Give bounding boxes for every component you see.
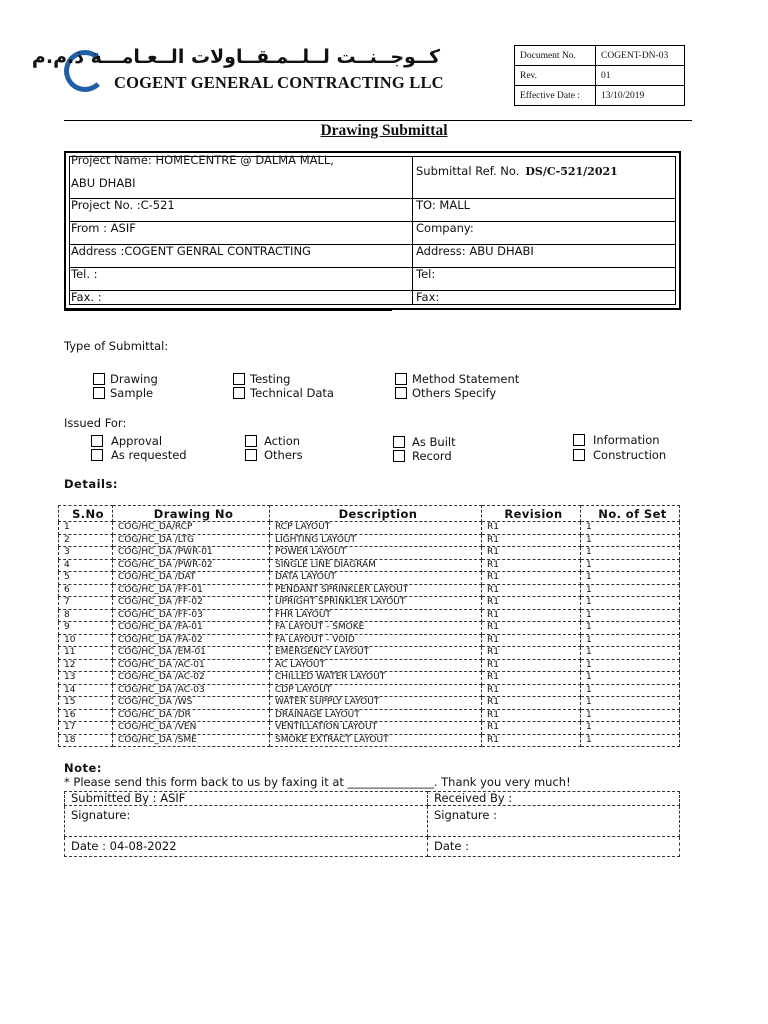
table-cell: FA LAYOUT - VOID <box>270 634 482 647</box>
checkbox-as-built[interactable] <box>393 435 456 449</box>
signoff-row <box>65 837 680 857</box>
table-cell: 17 <box>59 722 113 735</box>
type-of-submittal-label: Type of Submittal: <box>64 339 169 353</box>
project-row-line <box>70 221 675 222</box>
project-row-line <box>70 267 675 268</box>
table-row <box>59 622 680 635</box>
table-cell: SMOKE EXTRACT LAYOUT <box>270 734 482 747</box>
checkbox-action[interactable] <box>245 434 300 448</box>
column-header: Revision <box>482 506 581 522</box>
tel-right: Tel: <box>416 267 436 281</box>
doc-info-key: Rev. <box>515 66 596 86</box>
tel-left: Tel. : <box>71 267 98 281</box>
checkbox-icon <box>233 387 245 399</box>
table-cell: 1 <box>581 572 680 585</box>
submittal-ref-label: Submittal Ref. No. <box>416 164 520 178</box>
table-cell: 12 <box>59 659 113 672</box>
checkbox-approval[interactable] <box>91 434 162 448</box>
address-right: Address: ABU DHABI <box>416 244 534 258</box>
project-name: Project Name: HOMECENTRE @ DALMA MALL, <box>71 153 334 167</box>
checkbox-icon <box>573 449 585 461</box>
table-cell: R1 <box>482 609 581 622</box>
checkbox-label: Record <box>412 449 452 463</box>
company-name: COGENT GENERAL CONTRACTING LLC <box>114 73 444 92</box>
table-cell: VENTILLATION LAYOUT <box>270 722 482 735</box>
table-cell: COG/HC_DA /LTG <box>113 534 270 547</box>
table-row <box>59 697 680 710</box>
project-details-inner <box>69 156 676 305</box>
table-cell: DRAINAGE LAYOUT <box>270 709 482 722</box>
table-cell: R1 <box>482 647 581 660</box>
table-cell: 1 <box>581 597 680 610</box>
table-row <box>59 647 680 660</box>
submittal-ref-value: DS/C-521/2021 <box>525 165 618 178</box>
checkbox-icon <box>91 435 103 447</box>
doc-info-key: Document No. <box>515 46 596 66</box>
table-cell: 8 <box>59 609 113 622</box>
table-cell: 9 <box>59 622 113 635</box>
checkbox-sample[interactable] <box>93 386 153 400</box>
table-cell: COG/HC_DA /WS <box>113 697 270 710</box>
document-info-table <box>514 45 685 106</box>
table-cell: COG/HC_DA /DR <box>113 709 270 722</box>
table-cell: 16 <box>59 709 113 722</box>
table-cell: COG/HC_DA/RCP <box>113 522 270 535</box>
table-cell: COG/HC_DA /AC-02 <box>113 672 270 685</box>
table-cell: 1 <box>581 559 680 572</box>
column-header: No. of Set <box>581 506 680 522</box>
table-row <box>59 634 680 647</box>
table-cell: 1 <box>581 647 680 660</box>
checkbox-label: Testing <box>250 372 291 386</box>
table-cell: LIGHTING LAYOUT <box>270 534 482 547</box>
table-cell: 1 <box>581 697 680 710</box>
table-cell: R1 <box>482 622 581 635</box>
signature-right: Signature : <box>428 806 680 837</box>
signoff-row <box>65 792 680 806</box>
table-row <box>59 722 680 735</box>
table-cell: 1 <box>581 659 680 672</box>
details-title: Details: <box>64 477 118 491</box>
note-text: * Please send this form back to us by faxing it at _______________. Thank you very much! <box>64 775 571 789</box>
company-name-arabic: كــوجــنــت لــلــمـقــاولات الــعـامـــة ذ.م.م <box>31 46 440 68</box>
table-cell: R1 <box>482 522 581 535</box>
checkbox-method-statement[interactable] <box>395 372 519 386</box>
table-cell: R1 <box>482 697 581 710</box>
table-cell: COG/HC_DA /AC-03 <box>113 684 270 697</box>
table-cell: 1 <box>581 547 680 560</box>
table-cell: R1 <box>482 659 581 672</box>
table-cell: COG/HC_DA /VEN <box>113 722 270 735</box>
checkbox-others-specify[interactable] <box>395 386 496 400</box>
table-cell: COG/HC_DA /DAT <box>113 572 270 585</box>
checkbox-label: As Built <box>412 435 456 449</box>
table-cell: POWER LAYOUT <box>270 547 482 560</box>
details-header-row <box>59 506 680 522</box>
checkbox-label: Action <box>264 434 301 448</box>
table-cell: 1 <box>581 534 680 547</box>
from-field: From : ASIF <box>71 221 136 235</box>
checkbox-label: Information <box>593 433 660 447</box>
table-cell: R1 <box>482 584 581 597</box>
fax-right: Fax: <box>416 290 440 304</box>
column-header: Description <box>270 506 482 522</box>
details-table <box>58 505 680 747</box>
table-cell: R1 <box>482 559 581 572</box>
doc-info-value: 01 <box>596 66 685 86</box>
submittal-ref <box>416 164 618 178</box>
project-column-divider <box>412 157 413 304</box>
doc-info-row <box>515 86 685 106</box>
table-cell: COG/HC_DA /PWR-02 <box>113 559 270 572</box>
table-cell: R1 <box>482 722 581 735</box>
checkbox-others[interactable] <box>245 448 303 462</box>
table-cell: 1 <box>581 684 680 697</box>
checkbox-icon <box>91 449 103 461</box>
table-cell: 5 <box>59 572 113 585</box>
checkbox-drawing[interactable] <box>93 372 158 386</box>
checkbox-icon <box>93 373 105 385</box>
to-field: TO: MALL <box>416 198 471 212</box>
table-cell: COG/HC_DA /SME <box>113 734 270 747</box>
table-cell: SINGLE LINE DIAGRAM <box>270 559 482 572</box>
column-header: S.No <box>59 506 113 522</box>
checkbox-icon <box>245 435 257 447</box>
checkbox-label: Method Statement <box>412 372 520 386</box>
table-cell: 1 <box>581 609 680 622</box>
table-row <box>59 659 680 672</box>
table-cell: PENDANT SPRINKLER LAYOUT <box>270 584 482 597</box>
fax-left: Fax. : <box>71 290 102 304</box>
table-cell: 2 <box>59 534 113 547</box>
table-cell: R1 <box>482 672 581 685</box>
table-cell: R1 <box>482 547 581 560</box>
table-row <box>59 709 680 722</box>
table-cell: R1 <box>482 734 581 747</box>
table-row <box>59 734 680 747</box>
doc-info-value: 13/10/2019 <box>596 86 685 106</box>
date-left: Date : 04-08-2022 <box>65 837 428 857</box>
checkbox-as-requested[interactable] <box>91 448 187 462</box>
table-cell: RCP LAYOUT <box>270 522 482 535</box>
checkbox-label: Technical Data <box>250 386 334 400</box>
page-title: Drawing Submittal <box>320 122 448 139</box>
checkbox-label: Sample <box>110 386 154 400</box>
table-cell: 1 <box>59 522 113 535</box>
table-cell: COG/HC_DA /FA-01 <box>113 622 270 635</box>
project-name-cont: ABU DHABI <box>71 176 136 190</box>
table-cell: R1 <box>482 709 581 722</box>
table-cell: DATA LAYOUT <box>270 572 482 585</box>
table-cell: 1 <box>581 584 680 597</box>
table-cell: 4 <box>59 559 113 572</box>
table-cell: 15 <box>59 697 113 710</box>
table-row <box>59 597 680 610</box>
table-cell: EMERGENCY LAYOUT <box>270 647 482 660</box>
checkbox-label: As requested <box>111 448 187 462</box>
table-row <box>59 609 680 622</box>
project-number: Project No. :C-521 <box>71 198 175 212</box>
table-row <box>59 559 680 572</box>
table-cell: 1 <box>581 734 680 747</box>
checkbox-testing[interactable] <box>233 372 290 386</box>
table-cell: R1 <box>482 634 581 647</box>
project-row-line <box>70 290 675 291</box>
issued-for-label: Issued For: <box>64 416 127 430</box>
table-cell: CDP LAYOUT <box>270 684 482 697</box>
table-cell: UPRIGHT SPRINKLER LAYOUT <box>270 597 482 610</box>
received-by: Received By : <box>428 792 680 806</box>
checkbox-construction[interactable] <box>573 448 666 462</box>
table-row <box>59 684 680 697</box>
doc-info-value: COGENT-DN-03 <box>596 46 685 66</box>
checkbox-icon <box>395 387 407 399</box>
checkbox-icon <box>233 373 245 385</box>
table-cell: 7 <box>59 597 113 610</box>
table-cell: 18 <box>59 734 113 747</box>
doc-info-key: Effective Date : <box>515 86 596 106</box>
table-cell: R1 <box>482 597 581 610</box>
table-cell: 1 <box>581 672 680 685</box>
doc-info-row <box>515 66 685 86</box>
table-cell: 1 <box>581 634 680 647</box>
table-cell: R1 <box>482 534 581 547</box>
table-cell: 3 <box>59 547 113 560</box>
checkbox-label: Others Specify <box>412 386 497 400</box>
table-cell: 1 <box>581 722 680 735</box>
note-title: Note: <box>64 761 102 775</box>
table-cell: COG/HC_DA /EM-01 <box>113 647 270 660</box>
table-row <box>59 522 680 535</box>
signoff-row <box>65 806 680 837</box>
table-row <box>59 534 680 547</box>
checkbox-icon <box>93 387 105 399</box>
checkbox-label: Others <box>264 448 303 462</box>
project-underline <box>64 310 392 311</box>
table-cell: R1 <box>482 572 581 585</box>
signoff-table <box>64 791 680 857</box>
doc-info-row <box>515 46 685 66</box>
checkbox-icon <box>393 436 405 448</box>
address-left: Address :COGENT GENRAL CONTRACTING <box>71 244 311 258</box>
table-cell: FHR LAYOUT <box>270 609 482 622</box>
column-header: Drawing No <box>113 506 270 522</box>
checkbox-icon <box>573 434 585 446</box>
table-cell: COG/HC_DA /FF-01 <box>113 584 270 597</box>
checkbox-label: Drawing <box>110 372 158 386</box>
checkbox-record[interactable] <box>393 449 452 463</box>
table-row <box>59 584 680 597</box>
table-cell: 11 <box>59 647 113 660</box>
table-row <box>59 572 680 585</box>
table-cell: CHILLED WATER LAYOUT <box>270 672 482 685</box>
table-cell: COG/HC_DA /FA-02 <box>113 634 270 647</box>
company-field: Company: <box>416 221 474 235</box>
checkbox-technical-data[interactable] <box>233 386 334 400</box>
checkbox-icon <box>395 373 407 385</box>
table-cell: 14 <box>59 684 113 697</box>
table-cell: R1 <box>482 684 581 697</box>
date-right: Date : <box>428 837 680 857</box>
table-cell: COG/HC_DA /AC-01 <box>113 659 270 672</box>
table-cell: AC LAYOUT <box>270 659 482 672</box>
checkbox-label: Construction <box>593 448 667 462</box>
table-cell: 1 <box>581 622 680 635</box>
signature-left: Signature: <box>65 806 428 837</box>
header-divider <box>64 120 692 121</box>
table-cell: COG/HC_DA /FF-02 <box>113 597 270 610</box>
checkbox-icon <box>393 450 405 462</box>
table-cell: 6 <box>59 584 113 597</box>
checkbox-information[interactable] <box>573 433 660 447</box>
table-row <box>59 672 680 685</box>
checkbox-label: Approval <box>111 434 163 448</box>
checkbox-icon <box>245 449 257 461</box>
table-cell: WATER SUPPLY LAYOUT <box>270 697 482 710</box>
table-cell: 10 <box>59 634 113 647</box>
table-row <box>59 547 680 560</box>
table-cell: FA LAYOUT - SMOKE <box>270 622 482 635</box>
submitted-by: Submitted By : ASIF <box>65 792 428 806</box>
table-cell: COG/HC_DA /PWR-01 <box>113 547 270 560</box>
table-cell: 13 <box>59 672 113 685</box>
table-cell: COG/HC_DA /FF-03 <box>113 609 270 622</box>
table-cell: 1 <box>581 522 680 535</box>
table-cell: 1 <box>581 709 680 722</box>
